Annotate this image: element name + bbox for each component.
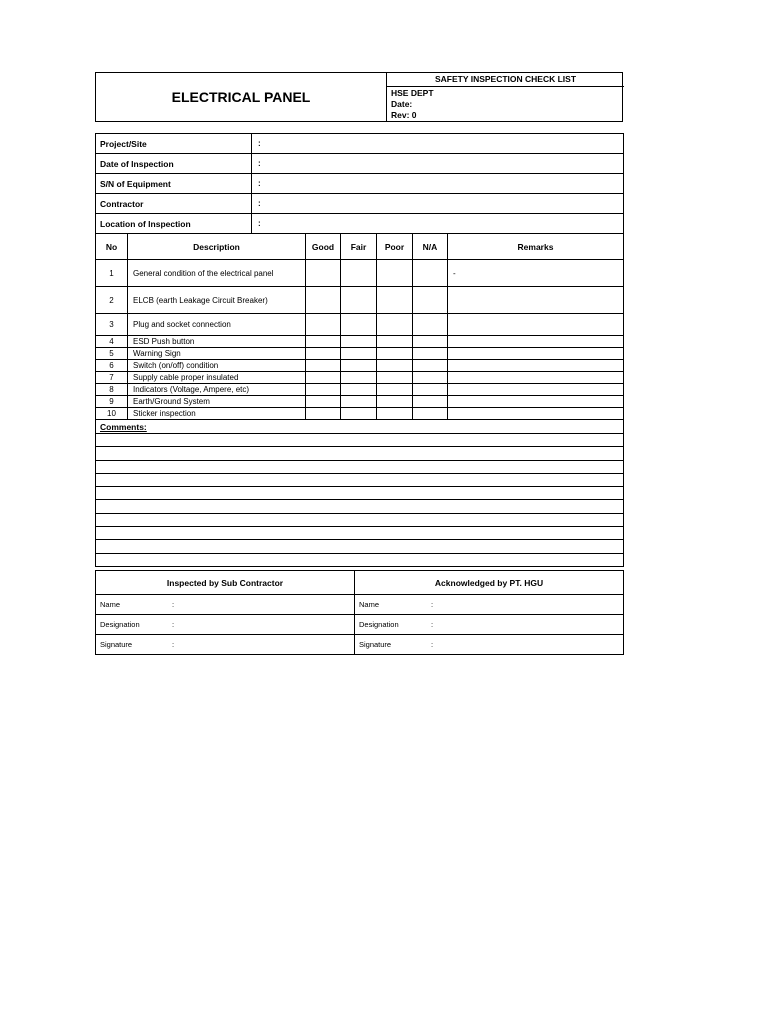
poor-cell[interactable] xyxy=(377,348,413,360)
item-number: 9 xyxy=(96,396,128,408)
signature-field-label: Signature xyxy=(100,640,133,649)
signature-field-colon: : xyxy=(172,600,175,609)
comment-line xyxy=(96,473,624,486)
rev-label: Rev: 0 xyxy=(391,110,417,120)
poor-cell[interactable] xyxy=(377,287,413,314)
col-header-poor: Poor xyxy=(377,234,413,260)
na-cell[interactable] xyxy=(413,260,448,287)
na-cell[interactable] xyxy=(413,384,448,396)
comments-row xyxy=(96,420,624,434)
poor-cell[interactable] xyxy=(377,360,413,372)
signature-row xyxy=(96,595,624,615)
good-cell[interactable] xyxy=(306,336,341,348)
item-description: Indicators (Voltage, Ampere, etc) xyxy=(128,384,306,396)
fair-cell[interactable] xyxy=(341,360,377,372)
good-cell[interactable] xyxy=(306,408,341,420)
remarks-cell[interactable] xyxy=(448,314,624,336)
fair-cell[interactable] xyxy=(341,408,377,420)
poor-cell[interactable] xyxy=(377,314,413,336)
fair-cell[interactable] xyxy=(341,336,377,348)
info-value-field[interactable]: : xyxy=(252,174,624,194)
form-header xyxy=(95,72,623,122)
signature-row xyxy=(96,635,624,655)
remarks-cell[interactable] xyxy=(448,360,624,372)
signature-field-colon: : xyxy=(431,600,434,609)
item-number: 5 xyxy=(96,348,128,360)
comment-line-field[interactable] xyxy=(96,540,624,553)
comment-line xyxy=(96,487,624,500)
info-label: Contractor xyxy=(96,194,252,214)
col-header-no: No xyxy=(96,234,128,260)
item-number: 7 xyxy=(96,372,128,384)
header-meta xyxy=(386,73,624,121)
item-number: 10 xyxy=(96,408,128,420)
signature-field-colon: : xyxy=(172,640,175,649)
col-header-fair: Fair xyxy=(341,234,377,260)
item-description: Supply cable proper insulated xyxy=(128,372,306,384)
item-description: General condition of the electrical panel xyxy=(128,260,306,287)
info-value-field[interactable]: : xyxy=(252,194,624,214)
col-header-na: N/A xyxy=(413,234,448,260)
comment-line-field[interactable] xyxy=(96,447,624,460)
info-label: Project/Site xyxy=(96,134,252,154)
fair-cell[interactable] xyxy=(341,314,377,336)
comment-line-field[interactable] xyxy=(96,460,624,473)
subcontractor-field[interactable] xyxy=(96,595,355,615)
item-number: 2 xyxy=(96,287,128,314)
good-cell[interactable] xyxy=(306,287,341,314)
item-description: Warning Sign xyxy=(128,348,306,360)
item-number: 4 xyxy=(96,336,128,348)
signature-header-row xyxy=(96,571,624,595)
poor-cell[interactable] xyxy=(377,260,413,287)
info-label: Date of Inspection xyxy=(96,154,252,174)
na-cell[interactable] xyxy=(413,396,448,408)
pt-hgu-field[interactable] xyxy=(355,635,624,655)
poor-cell[interactable] xyxy=(377,372,413,384)
info-row xyxy=(96,174,624,194)
signature-row xyxy=(96,615,624,635)
item-description: ELCB (earth Leakage Circuit Breaker) xyxy=(128,287,306,314)
checklist-row xyxy=(96,396,624,408)
remarks-cell[interactable] xyxy=(448,336,624,348)
poor-cell[interactable] xyxy=(377,396,413,408)
comment-line xyxy=(96,460,624,473)
na-cell[interactable] xyxy=(413,408,448,420)
good-cell[interactable] xyxy=(306,360,341,372)
signature-field-label: Designation xyxy=(359,620,399,629)
comment-line-field[interactable] xyxy=(96,500,624,513)
signature-field-colon: : xyxy=(431,620,434,629)
form-title: ELECTRICAL PANEL xyxy=(171,89,311,105)
fair-cell[interactable] xyxy=(341,287,377,314)
info-value-field[interactable]: : xyxy=(252,134,624,154)
inspected-by-title: Inspected by Sub Contractor xyxy=(96,571,355,595)
comment-line xyxy=(96,540,624,553)
comment-line xyxy=(96,434,624,447)
item-number: 1 xyxy=(96,260,128,287)
comment-line xyxy=(96,527,624,540)
fair-cell[interactable] xyxy=(341,348,377,360)
subcontractor-field[interactable] xyxy=(96,635,355,655)
na-cell[interactable] xyxy=(413,336,448,348)
good-cell[interactable] xyxy=(306,260,341,287)
good-cell[interactable] xyxy=(306,372,341,384)
checklist-table xyxy=(95,233,624,567)
col-header-description: Description xyxy=(128,234,306,260)
na-cell[interactable] xyxy=(413,287,448,314)
remarks-cell[interactable]: - xyxy=(448,260,624,287)
checklist-row xyxy=(96,372,624,384)
checklist-row xyxy=(96,360,624,372)
remarks-cell[interactable] xyxy=(448,287,624,314)
info-row xyxy=(96,154,624,174)
signature-field-label: Name xyxy=(359,600,380,609)
item-number: 3 xyxy=(96,314,128,336)
checklist-row xyxy=(96,384,624,396)
signature-field-colon: : xyxy=(431,640,434,649)
info-value-field[interactable]: : xyxy=(252,214,624,234)
poor-cell[interactable] xyxy=(377,408,413,420)
good-cell[interactable] xyxy=(306,314,341,336)
comment-line-field[interactable] xyxy=(96,513,624,526)
signature-field-label: Name xyxy=(100,600,121,609)
na-cell[interactable] xyxy=(413,372,448,384)
remarks-cell[interactable] xyxy=(448,408,624,420)
pt-hgu-field[interactable] xyxy=(355,615,624,635)
date-label: Date: xyxy=(391,99,413,109)
col-header-good: Good xyxy=(306,234,341,260)
good-cell[interactable] xyxy=(306,396,341,408)
fair-cell[interactable] xyxy=(341,396,377,408)
acknowledged-by-title: Acknowledged by PT. HGU xyxy=(355,571,624,595)
comment-line-field[interactable] xyxy=(96,527,624,540)
remarks-cell[interactable] xyxy=(448,396,624,408)
poor-cell[interactable] xyxy=(377,384,413,396)
na-cell[interactable] xyxy=(413,360,448,372)
good-cell[interactable] xyxy=(306,348,341,360)
comment-line-field[interactable] xyxy=(96,434,624,447)
na-cell[interactable] xyxy=(413,348,448,360)
info-row xyxy=(96,194,624,214)
dept-label: HSE DEPT xyxy=(391,88,434,98)
item-description: Sticker inspection xyxy=(128,408,306,420)
checklist-header-row xyxy=(96,234,624,260)
signature-table xyxy=(95,570,624,655)
pt-hgu-field[interactable] xyxy=(355,595,624,615)
remarks-cell[interactable] xyxy=(448,384,624,396)
checklist-row xyxy=(96,408,624,420)
remarks-cell[interactable] xyxy=(448,372,624,384)
item-description: Switch (on/off) condition xyxy=(128,360,306,372)
comment-line xyxy=(96,553,624,566)
remarks-cell[interactable] xyxy=(448,348,624,360)
info-label: Location of Inspection xyxy=(96,214,252,234)
info-row xyxy=(96,134,624,154)
checklist-row xyxy=(96,336,624,348)
comment-line xyxy=(96,513,624,526)
info-label: S/N of Equipment xyxy=(96,174,252,194)
checklist-row xyxy=(96,287,624,314)
item-description: Earth/Ground System xyxy=(128,396,306,408)
signature-field-label: Signature xyxy=(359,640,392,649)
fair-cell[interactable] xyxy=(341,372,377,384)
checklist-row xyxy=(96,348,624,360)
checklist-row xyxy=(96,260,624,287)
checklist-title: SAFETY INSPECTION CHECK LIST xyxy=(387,73,624,87)
item-number: 6 xyxy=(96,360,128,372)
comments-label: Comments: xyxy=(96,420,624,434)
comment-line xyxy=(96,447,624,460)
item-number: 8 xyxy=(96,384,128,396)
na-cell[interactable] xyxy=(413,314,448,336)
subcontractor-field[interactable] xyxy=(96,615,355,635)
good-cell[interactable] xyxy=(306,384,341,396)
col-header-remarks: Remarks xyxy=(448,234,624,260)
comment-line-field[interactable] xyxy=(96,487,624,500)
comment-line xyxy=(96,500,624,513)
info-value-field[interactable]: : xyxy=(252,154,624,174)
comment-line-field[interactable] xyxy=(96,553,624,566)
signature-field-colon: : xyxy=(172,620,175,629)
fair-cell[interactable] xyxy=(341,260,377,287)
comment-line-field[interactable] xyxy=(96,473,624,486)
signature-field-label: Designation xyxy=(100,620,140,629)
item-description: Plug and socket connection xyxy=(128,314,306,336)
item-description: ESD Push button xyxy=(128,336,306,348)
info-table xyxy=(95,133,624,234)
info-row xyxy=(96,214,624,234)
checklist-row xyxy=(96,314,624,336)
poor-cell[interactable] xyxy=(377,336,413,348)
fair-cell[interactable] xyxy=(341,384,377,396)
